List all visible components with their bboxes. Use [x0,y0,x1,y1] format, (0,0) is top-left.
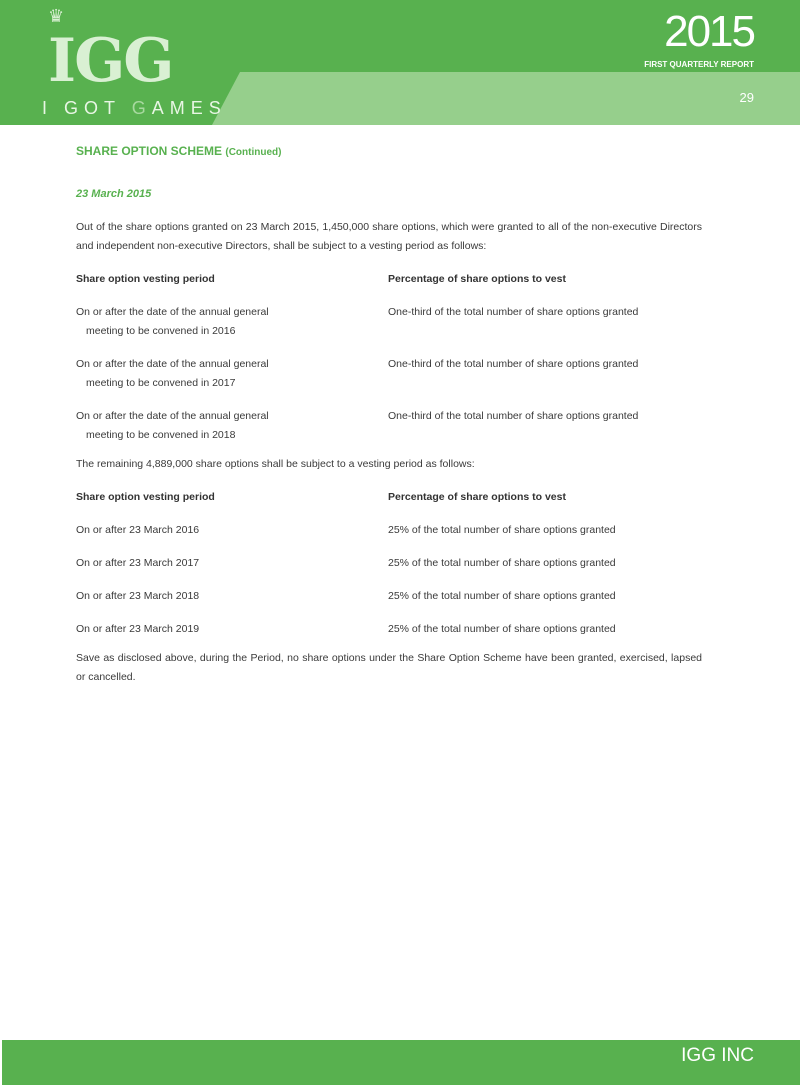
table2-header: Share option vesting period Percentage of share options to vest [76,491,566,503]
intro-paragraph: Out of the share options granted on 23 March 2015, 1,450,000 share options, which were granted to all of the non-executive Directors and independent non-executive Directors, shall be subject to a vesting period as follows: [76,221,702,252]
page-footer [2,1040,800,1085]
table-row: On or after the date of the annual general meeting to be convened in 2018 One-third of the total number of share options granted [76,410,639,441]
table-row: On or after 23 March 2016 25% of the total number of share options granted [76,524,616,536]
page-number: 29 [739,90,754,105]
page-content [76,142,702,701]
company-name: IGG INC [681,1045,754,1066]
logo-text: IGG [48,28,173,94]
table-row: On or after 23 March 2017 25% of the total number of share options granted [76,557,616,569]
report-year: 2015 [664,7,754,56]
remaining-paragraph: The remaining 4,889,000 share options shall be subject to a vesting period as follows: [76,458,475,470]
subtitle: 23 March 2015 [76,188,152,200]
table-row: On or after 23 March 2019 25% of the total number of share options granted [76,623,616,635]
igg-logo [40,6,227,122]
page-header [0,0,800,125]
report-title: FIRST QUARTERLY REPORT [644,60,754,69]
table-row: On or after the date of the annual general meeting to be convened in 2017 One-third of the total number of share options granted [76,358,639,389]
table-row: On or after the date of the annual general meeting to be convened in 2016 One-third of the total number of share options granted [76,306,639,337]
closing-paragraph: Save as disclosed above, during the Period, no share options under the Share Option Scheme have been granted, exercised, lapsed or cancelled. [76,652,702,683]
crown-icon: ♛ [48,6,65,26]
logo-subtitle: I GOT GAMES [42,98,227,118]
section-title: SHARE OPTION SCHEME (Continued) [76,144,282,158]
table-row: On or after 23 March 2018 25% of the total number of share options granted [76,590,616,602]
table1-header: Share option vesting period Percentage of share options to vest [76,273,566,285]
